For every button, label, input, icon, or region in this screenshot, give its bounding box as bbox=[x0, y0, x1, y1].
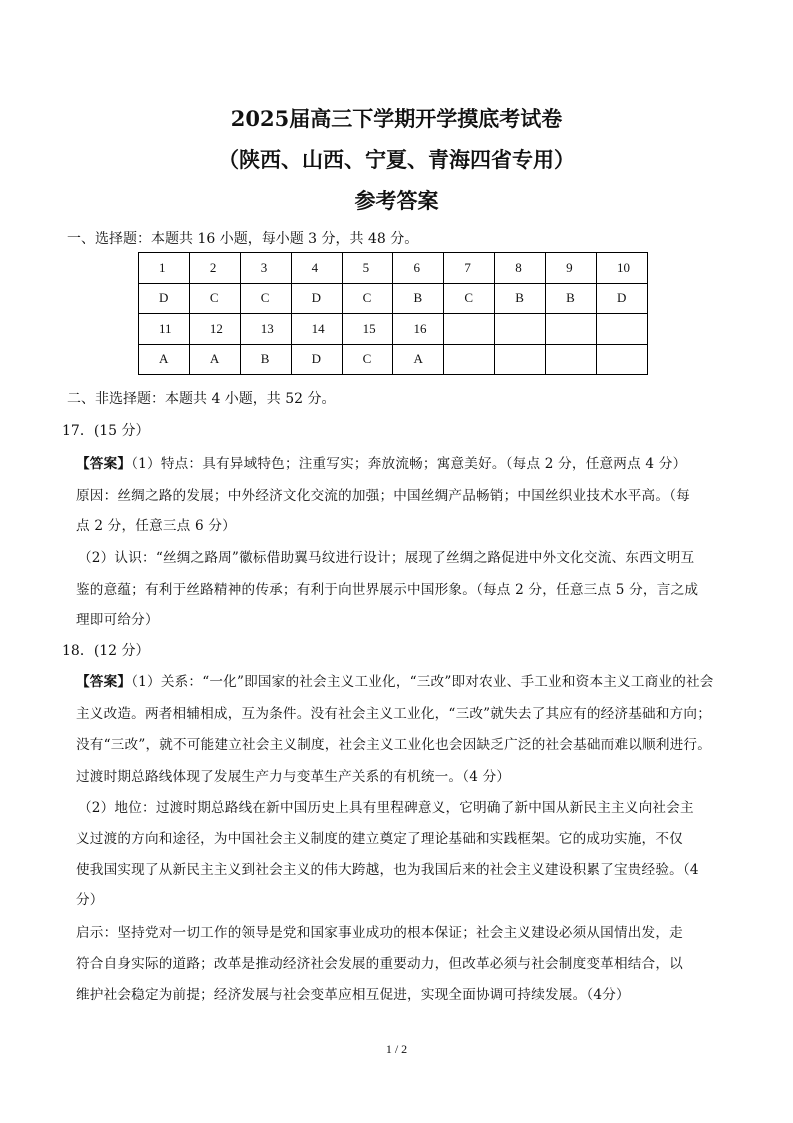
q17-line-2: 原因：丝绸之路的发展；中外经济文化交流的加强；中国丝绸产品畅销；中国丝织业技术水平高。（每 bbox=[76, 488, 690, 504]
answer-table-cell: B bbox=[546, 283, 597, 314]
q18-line-10: 符合自身实际的道路；改革是推动经济社会发展的重要动力，但改革必须与社会制度变革相结合，以 bbox=[76, 956, 683, 972]
q17-answer-tag: 【答案】 bbox=[76, 456, 132, 472]
q18-line-7: 使我国实现了从新民主主义到社会主义的伟大跨越，也为我国后来的社会主义建设积累了宝贵经验。（4 bbox=[76, 862, 699, 878]
q17-line-5: 鉴的意蕴；有利于丝路精神的传承；有利于向世界展示中国形象。（每点 2 分，任意三点 5 分，言之成 bbox=[76, 582, 699, 598]
q18-line-2: 主义改造。两者相辅相成，互为条件。没有社会主义工业化，“三改”就失去了其应有的经济基础和方向； bbox=[76, 706, 712, 722]
answer-table-cell bbox=[546, 344, 597, 375]
q18-line-9: 启示：坚持党对一切工作的领导是党和国家事业成功的根本保证；社会主义建设必须从国情出发，走 bbox=[76, 925, 683, 941]
answer-table-cell: 16 bbox=[393, 314, 444, 345]
answer-key-title: 参考答案 bbox=[354, 188, 439, 213]
answer-table-cell: 4 bbox=[291, 253, 342, 284]
answer-table-cell: C bbox=[342, 283, 393, 314]
answer-table-cell: 2 bbox=[189, 253, 240, 284]
answer-table-cell: D bbox=[291, 344, 342, 375]
answer-table-cell bbox=[444, 344, 495, 375]
answer-table-cell: 6 bbox=[393, 253, 444, 284]
answer-table-cell: D bbox=[597, 283, 648, 314]
q17-line-4: （2）认识：“丝绸之路周”徽标借助翼马纹进行设计；展现了丝绸之路促进中外文化交流、东西文明互 bbox=[78, 550, 695, 566]
answer-table-cell bbox=[597, 344, 648, 375]
answer-table-cell: 3 bbox=[240, 253, 291, 284]
answer-table-cell: D bbox=[291, 283, 342, 314]
page-number: 1 / 2 bbox=[385, 1042, 408, 1056]
answer-table-cell: B bbox=[240, 344, 291, 375]
answer-table-cell bbox=[495, 344, 546, 375]
q18-line-6: 义过渡的方向和途径，为中国社会主义制度的建立奠定了理论基础和实践框架。它的成功实施，不仅 bbox=[76, 831, 683, 847]
q18-answer-tag: 【答案】 bbox=[76, 674, 132, 690]
answer-table-cell: B bbox=[495, 283, 546, 314]
exam-title: 2025届高三下学期开学摸底考试卷 bbox=[230, 106, 563, 131]
answer-table-cell: C bbox=[342, 344, 393, 375]
answer-table-cell: 13 bbox=[240, 314, 291, 345]
q18-line-5: （2）地位：过渡时期总路线在新中国历史上具有里程碑意义，它明确了新中国从新民主主义向社会主 bbox=[78, 800, 694, 816]
answer-table-row bbox=[139, 283, 648, 314]
answer-table-cell bbox=[495, 314, 546, 345]
answer-table-cell: D bbox=[139, 283, 190, 314]
q18-line-8: 分） bbox=[76, 892, 104, 908]
answer-table-row bbox=[139, 344, 648, 375]
answer-table-row bbox=[139, 253, 648, 284]
answer-table-cell bbox=[546, 314, 597, 345]
answer-table-cell: 14 bbox=[291, 314, 342, 345]
q18-line-4: 过渡时期总路线体现了发展生产力与变革生产关系的有机统一。（4 分） bbox=[76, 769, 511, 785]
answer-table-cell: 10 bbox=[597, 253, 648, 284]
answer-table-cell: A bbox=[393, 344, 444, 375]
answer-table-cell: A bbox=[189, 344, 240, 375]
q18-line-1: 【答案】（1）关系：“一化”即国家的社会主义工业化，“三改”即对农业、手工业和资本主义工商业的社会 bbox=[76, 674, 714, 690]
answer-table-cell: C bbox=[240, 283, 291, 314]
q17-line-1: 【答案】（1）特点：具有异域特色；注重写实；奔放流畅；寓意美好。（每点 2 分，任意两点 4 分） bbox=[76, 456, 687, 472]
answer-table-cell: 9 bbox=[546, 253, 597, 284]
answer-table-cell: A bbox=[139, 344, 190, 375]
answer-table-cell: C bbox=[189, 283, 240, 314]
answer-table-cell: 1 bbox=[139, 253, 190, 284]
exam-subtitle: （陕西、山西、宁夏、青海四省专用） bbox=[218, 147, 575, 172]
section-1-heading: 一、选择题：本题共 16 小题，每小题 3 分，共 48 分。 bbox=[67, 231, 419, 247]
answer-table-cell bbox=[597, 314, 648, 345]
q17-line-6: 理即可给分） bbox=[76, 612, 159, 628]
answer-table-cell: 7 bbox=[444, 253, 495, 284]
answer-table-cell: B bbox=[393, 283, 444, 314]
section-2-heading: 二、非选择题：本题共 4 小题，共 52 分。 bbox=[67, 391, 336, 407]
q18-line-11: 维护社会稳定为前提；经济发展与社会变革应相互促进，实现全面协调可持续发展。（4分） bbox=[76, 987, 630, 1003]
answer-table-cell: 15 bbox=[342, 314, 393, 345]
answer-table-cell: 12 bbox=[189, 314, 240, 345]
answer-table-cell: 8 bbox=[495, 253, 546, 284]
answer-table-cell: C bbox=[444, 283, 495, 314]
answer-table bbox=[138, 252, 648, 375]
answer-table-cell: 11 bbox=[139, 314, 190, 345]
q17-number: 17．(15 分） bbox=[62, 423, 150, 439]
q18-number: 18．(12 分） bbox=[62, 643, 150, 659]
answer-table-row bbox=[139, 314, 648, 345]
answer-table-cell: 5 bbox=[342, 253, 393, 284]
answer-table-cell bbox=[444, 314, 495, 345]
q18-line-3: 没有“三改”，就不可能建立社会主义制度，社会主义工业化也会因缺乏广泛的社会基础而难以顺利进行。 bbox=[76, 737, 712, 753]
q17-line-3: 点 2 分，任意三点 6 分） bbox=[76, 518, 236, 534]
